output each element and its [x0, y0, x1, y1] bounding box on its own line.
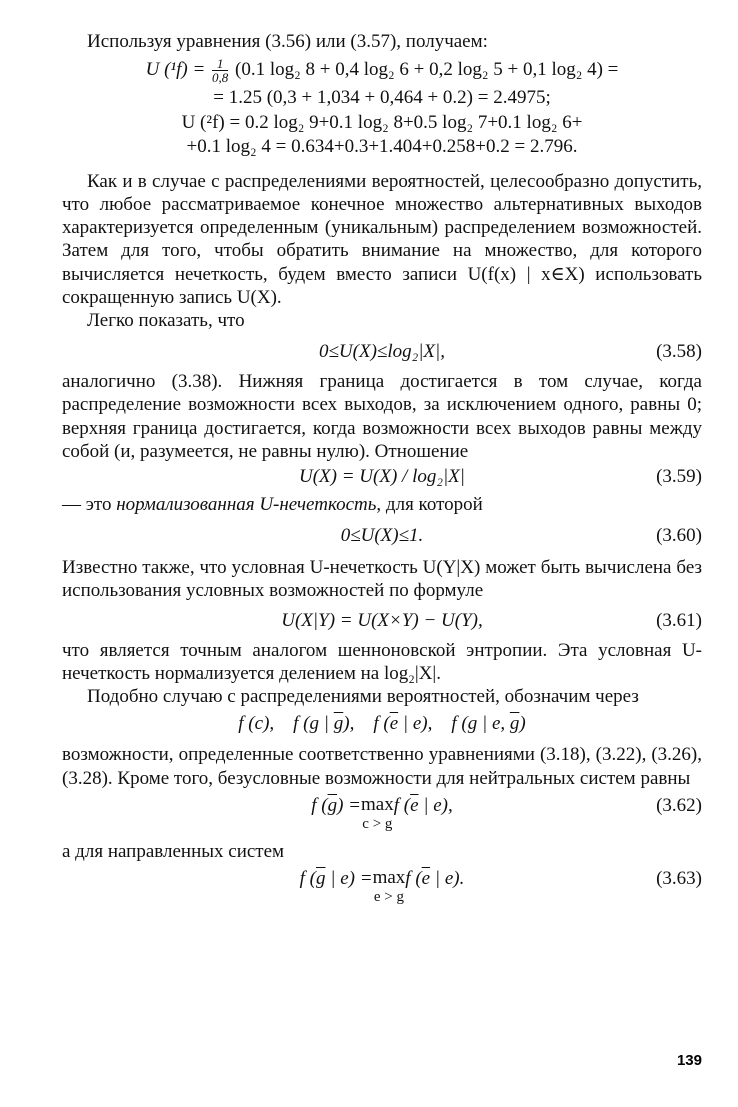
text-emphasis: нормализованная U-нечеткость	[116, 494, 377, 516]
expr-f-ebar-e: f ($\overline{e}$ | e),	[373, 713, 433, 735]
equation-3-63: f ($\overline{g}$ | e) =max e > g f ($\overline{e}$ | e). (3.63)	[299, 867, 702, 906]
text-tail: , для которой	[376, 494, 483, 516]
equation-formula: U(X|Y) = U(X×Y) − U(Y),	[281, 609, 483, 631]
paragraph-easy-show: Легко показать, что	[87, 310, 245, 332]
page-body	[62, 30, 702, 911]
equation-rhs: (0.1 log₂ 8 + 0,4 log₂ 6 + 0,2 log₂ 5 + 0,1 log₂ 4) =	[230, 59, 619, 81]
paragraph-possibilities: возможности, определенные соответственно уравнениями (3.18), (3.22), (3.26), (3.28). Кроме того, безусловные возможности для нейтральных систем равны	[62, 744, 702, 789]
max-subscript: c > g	[362, 815, 393, 832]
max-operator: max c > g	[361, 793, 394, 832]
fraction	[212, 57, 228, 84]
text-dash: — это	[62, 494, 117, 516]
paragraph-directed: а для направленных систем	[62, 840, 285, 862]
max-operator: max e > g	[372, 867, 406, 906]
equation-number: (3.63)	[656, 868, 702, 890]
equation-3-61	[62, 607, 702, 635]
paragraph-denote: Подобно случаю с распределениями вероятностей, обозначим через	[87, 686, 639, 708]
equation-u1f	[62, 57, 702, 84]
equation-formula: f ($\overline{g}$ | e) =	[299, 868, 373, 890]
equation-number: (3.62)	[656, 794, 702, 816]
equation-number: (3.58)	[656, 341, 702, 363]
equation-u2f-line2: +0.1 log₂ 4 = 0.634+0.3+1.404+0.258+0.2 = 2.796.	[186, 135, 578, 157]
paragraph-shannon: что является точным аналогом шенноновской энтропии. Эта условная U-нечеткость нормализуется делением на log₂|X|.	[62, 639, 702, 684]
equation-lhs: U (¹f) =	[145, 59, 211, 81]
equation-3-60	[62, 522, 702, 550]
fraction-numerator: 1	[212, 57, 228, 71]
equation-number: (3.60)	[656, 525, 702, 547]
paragraph-conditional: Известно также, что условная U-нечеткость U(Y|X) может быть вычислена без использования условных возможностей по формуле	[62, 557, 702, 602]
paragraph-intro: Используя уравнения (3.56) или (3.57), получаем:	[87, 31, 488, 52]
equation-3-58	[62, 338, 702, 366]
equation-number: (3.61)	[656, 609, 702, 631]
equation-3-59	[62, 463, 702, 491]
paragraph-distribution: Как и в случае с распределениями вероятностей, целесообразно допустить, что любое рассматриваемое конечное множество альтернативных выходов характеризуется определенным (уникальным) распределением возможностей. Затем для того, чтобы обратить внимание на множество, для которого вычисляется нечеткость, будем вместо записи U(f(x) | x∈X) использовать сокращенную запись U(X).	[62, 170, 702, 308]
equation-number: (3.59)	[656, 466, 702, 488]
equation-u1f-line2: = 1.25 (0,3 + 1,034 + 0,464 + 0.2) = 2.4975;	[213, 87, 551, 109]
max-subscript: e > g	[373, 889, 404, 906]
equation-u2f-line1: U (²f) = 0.2 log₂ 9+0.1 log₂ 8+0.5 log₂ 7+0.1 log₂ 6+	[181, 112, 583, 134]
equation-3-62: f $(\overline{g}) =\max$ c > g f ($\overline{e}$ | e), (3.62)	[311, 793, 702, 832]
paragraph-bounds: аналогично (3.38). Нижняя граница достигается в том случае, когда распределение возможности всех выходов, за исключением одного, равны 0; верхняя граница достигается, когда возможности всех выходов равны между собой (и, разумеется, не равны нулю). Отношение	[62, 371, 702, 462]
paragraph-normalized	[62, 493, 702, 516]
fraction-denominator: 0,8	[212, 70, 229, 86]
equation-formula: U(X) = U(X) / log₂|X|	[299, 466, 465, 488]
expr-f-g-gbar: f (g | $\overline{g}$),	[293, 713, 355, 735]
equation-formula: f $(\overline{g})$ =	[311, 794, 361, 816]
equation-list	[62, 712, 702, 735]
expr-f-c: f (c),	[238, 713, 275, 735]
equation-formula: 0≤U(X)≤1.	[340, 525, 424, 547]
expr-f-g-e-gbar: f (g | e, $\overline{g}$)	[451, 713, 526, 735]
page-number: 139	[676, 1052, 702, 1069]
equation-formula: 0≤U(X)≤log₂|X|,	[318, 341, 446, 363]
